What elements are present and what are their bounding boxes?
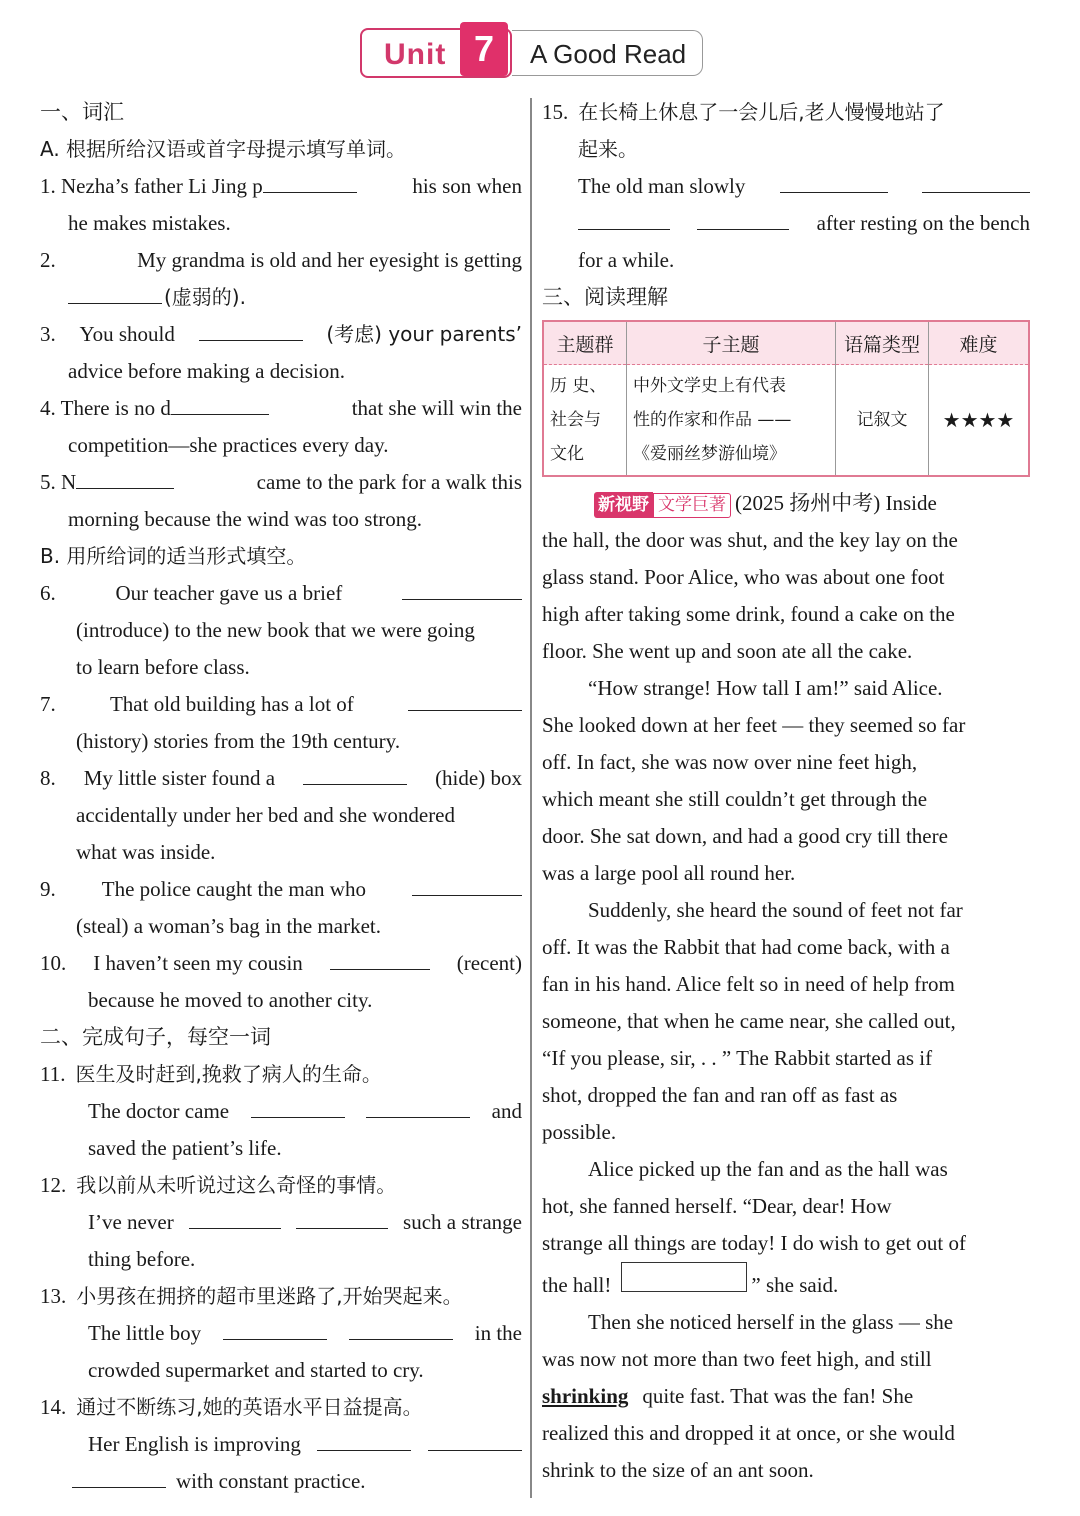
q4-blank[interactable] [171,390,269,415]
table-cell-type: 记叙文 [836,365,929,476]
q14-blank1[interactable] [317,1426,411,1451]
passage-line: hot, she fanned herself. “Dear, dear! How [542,1194,892,1218]
q13-blank2[interactable] [349,1315,453,1340]
q10-blank[interactable] [330,945,430,970]
passage-line: She looked down at her feet — they seemed so far [542,713,966,737]
q12-cn: 12. 我以前从未听说过这么奇怪的事情。 [40,1173,397,1197]
table-header-row [544,322,1028,365]
q8-line3: what was inside. [76,840,216,864]
q15-line2: after resting on the bench [542,205,1030,242]
unit-number: 7 [460,22,508,76]
q13-cn: 13. 小男孩在拥挤的超市里迷路了,开始哭起来。 [40,1284,463,1308]
q7-line1: 7. That old building has a lot of [40,686,522,723]
table-header-subtheme: 子主题 [627,322,836,365]
passage-line-1: 新视野 文学巨著 (2025 扬州中考) Inside [542,485,1030,522]
table-header-difficulty: 难度 [929,322,1029,365]
passage-line: was now not more than two feet high, and still [542,1347,932,1371]
passage-line: possible. [542,1120,617,1144]
q11-blank1[interactable] [251,1093,345,1118]
q4-line2: competition—she practices every day. [68,433,389,457]
passage-line: off. In fact, she was now over nine feet high, [542,750,918,774]
table-header-type: 语篇类型 [836,322,929,365]
q11-blank2[interactable] [366,1093,470,1118]
passage-line: “How strange! How tall I am!” said Alice. [588,676,943,700]
q8-line1: 8. My little sister found a (hide) box [40,760,522,797]
q12-blank2[interactable] [296,1204,388,1229]
table-cell-difficulty: ★★★★ [942,408,1015,432]
partA-instruction: A. 根据所给汉语或首字母提示填写单词。 [40,137,407,161]
q11-line2: saved the patient’s life. [88,1136,282,1160]
q12-line1: I’ve never such a strange [40,1204,522,1241]
q5-line2: morning because the wind was too strong. [68,507,423,531]
passage-line: fan in his hand. Alice felt so in need of help from [542,972,955,996]
passage-line: high after taking some drink, found a cake on the [542,602,955,626]
unit-title-box [512,30,703,76]
q15-cn1: 15. 在长椅上休息了一会儿后,老人慢慢地站了 [542,100,945,124]
q14-line1: Her English is improving [40,1426,522,1463]
table-cell-subtheme: 中外文学史上有代表 性的作家和作品 —— 《爱丽丝梦游仙境》 [627,365,836,476]
q5-blank[interactable] [76,464,174,489]
passage-line: door. She sat down, and had a good cry till there [542,824,948,848]
q11-cn: 11. 医生及时赶到,挽救了病人的生命。 [40,1062,382,1086]
unit-label: Unit [384,38,447,71]
q5-line1: 5. N came to the park for a walk this [40,464,522,501]
left-column [40,94,522,1500]
passage-line-answer: the hall! ” she said. [542,1262,1030,1304]
q2-blank[interactable] [68,279,162,304]
q13-line2: crowded supermarket and started to cry. [88,1358,424,1382]
passage-line: which meant she still couldn’t get through the [542,787,928,811]
q15-blank4[interactable] [697,205,789,230]
section2-heading: 二、完成句子，每空一词 [40,1025,271,1049]
tag-new-vision: 新视野 [594,492,653,518]
table-cell-theme: 历 史、 社会与 文化 [544,365,627,476]
passage-line: realized this and dropped it at once, or she would [542,1421,955,1445]
q2-line1: 2. My grandma is old and her eyesight is getting [40,248,522,272]
q10-line2: because he moved to another city. [88,988,373,1012]
q2-line2: (虚弱的). [40,279,522,316]
q9-line1: 9. The police caught the man who [40,871,522,908]
passage-line: “If you please, sir, . . ” The Rabbit started as if [542,1046,933,1070]
q13-blank1[interactable] [223,1315,327,1340]
passage-line: shrink to the size of an ant soon. [542,1458,814,1482]
passage-line: glass stand. Poor Alice, who was about one foot [542,565,945,589]
tag-literary-classic: 文学巨著 [653,493,731,518]
q6-line1: 6. Our teacher gave us a brief [40,575,522,612]
q7-line2: (history) stories from the 19th century. [76,729,401,753]
q9-blank[interactable] [412,871,522,896]
q10-line1: 10. I haven’t seen my cousin (recent) [40,945,522,982]
q15-blank2[interactable] [922,168,1030,193]
q15-cn2: 起来。 [578,137,638,161]
passage-line: someone, that when he came near, she called out, [542,1009,956,1033]
q3-line1: 3. You should (考虑) your parents’ [40,316,522,353]
passage-line: the hall, the door was shut, and the key lay on the [542,528,958,552]
table-header-theme: 主题群 [544,322,627,365]
right-column [542,94,1030,1489]
q7-blank[interactable] [408,686,522,711]
partB-instruction: B. 用所给词的适当形式填空。 [40,544,307,568]
section3-heading: 三、阅读理解 [542,285,668,309]
column-divider [530,98,532,1498]
q12-line2: thing before. [88,1247,196,1271]
passage-line-shrinking: shrinking quite fast. That was the fan! She [542,1378,1030,1415]
underlined-word: shrinking [542,1384,629,1408]
passage-line: Then she noticed herself in the glass — she [588,1310,954,1334]
q11-line1: The doctor came and [40,1093,522,1130]
passage-line: off. It was the Rabbit that had come back, with a [542,935,950,959]
unit-title: A Good Read [530,39,687,69]
q6-line3: to learn before class. [76,655,250,679]
q15-line3: for a while. [578,248,675,272]
q3-line2: advice before making a decision. [68,359,345,383]
q14-line2: with constant practice. [40,1463,522,1500]
q14-blank2[interactable] [428,1426,522,1451]
passage-line: Suddenly, she heard the sound of feet not far [588,898,963,922]
q14-blank3[interactable] [72,1463,166,1488]
q15-blank1[interactable] [780,168,888,193]
q15-blank3[interactable] [578,205,670,230]
section1-heading: 一、词汇 [40,100,124,124]
passage-info-table [542,320,1030,477]
q14-cn: 14. 通过不断练习,她的英语水平日益提高。 [40,1395,423,1419]
q6-line2: (introduce) to the new book that we were going [76,618,475,642]
passage-line: Alice picked up the fan and as the hall was [588,1157,948,1181]
q1-blank[interactable] [263,168,357,193]
answer-box[interactable] [621,1262,747,1292]
q8-line2: accidentally under her bed and she wondered [76,803,456,827]
passage-line: shot, dropped the fan and ran off as fast as [542,1083,898,1107]
q15-line1: The old man slowly [542,168,1030,205]
q6-blank[interactable] [402,575,522,600]
q8-blank[interactable] [303,760,407,785]
q3-blank[interactable] [199,316,303,341]
q13-line1: The little boy in the [40,1315,522,1352]
q1-line2: he makes mistakes. [68,211,231,235]
q4-line1: 4. There is no d that she will win the [40,390,522,427]
table-row [544,365,1028,476]
q12-blank1[interactable] [189,1204,281,1229]
passage-line: floor. She went up and soon ate all the cake. [542,639,913,663]
q1-line1: 1. Nezha’s father Li Jing p his son when [40,168,522,205]
passage-line: was a large pool all round her. [542,861,796,885]
q9-line2: (steal) a woman’s bag in the market. [76,914,381,938]
passage-line: strange all things are today! I do wish to get out of [542,1231,966,1255]
